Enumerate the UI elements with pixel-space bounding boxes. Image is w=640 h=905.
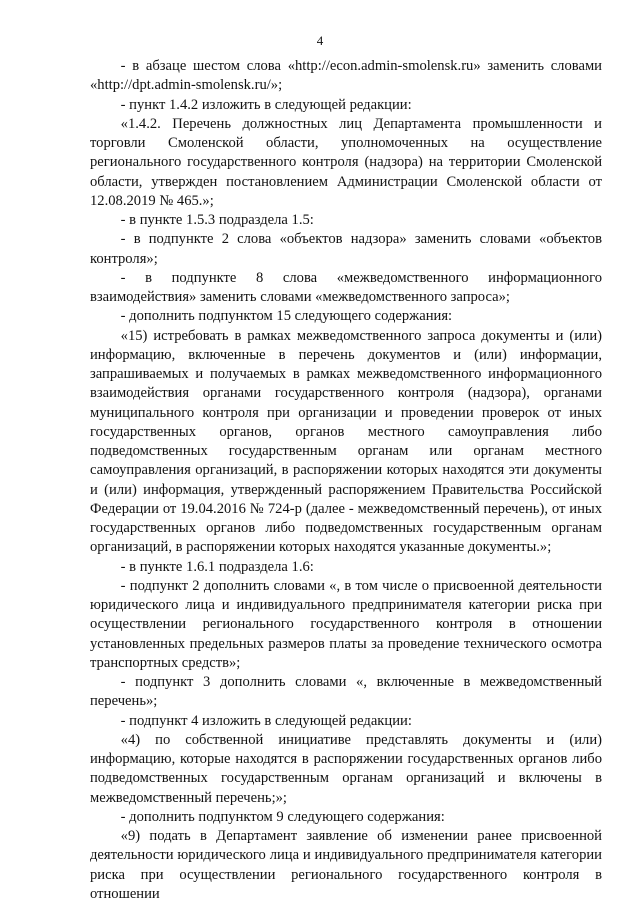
document-body (90, 57, 602, 904)
paragraph: - в подпункте 2 слова «объектов надзора» заменить словами «объектов контроля»; (90, 231, 602, 267)
paragraph: - дополнить подпунктом 9 следующего содержания: (120, 808, 445, 825)
page-number: 4 (316, 33, 324, 48)
paragraph: - в абзаце шестом слова «http://econ.admin-smolensk.ru» заменить словами «http://dpt.admin-smolensk.ru/»; (90, 58, 602, 94)
paragraph: - в подпункте 8 слова «межведомственного информационного взаимодействия» заменить словами «межведомственного запроса»; (90, 269, 602, 305)
paragraph: - подпункт 2 дополнить словами «, в том числе о присвоенной деятельности юридического лица и индивидуального предпринимателя категории риска при осуществлении регионального государственного контроля в отношении установленных предельных размеров платы за проведение технического осмотра транспортных средств»; (90, 577, 602, 671)
paragraph: «4) по собственной инициативе представлять документы и (или) информацию, которые находятся в распоряжении государственных органов либо подведомственных государственным органам организаций и включены в межведомственный перечень;»; (90, 731, 602, 806)
paragraph: «1.4.2. Перечень должностных лиц Департамента промышленности и торговли Смоленской области, уполномоченных на осуществление регионального государственного контроля (надзора) на территории Смоленской области, утвержден постановлением Администрации Смоленской области от 12.08.2019 № 465.»; (90, 115, 602, 209)
paragraph: - подпункт 3 дополнить словами «, включенные в межведомственный перечень»; (90, 674, 602, 710)
paragraph: «15) истребовать в рамках межведомственного запроса документы и (или) информацию, включенные в перечень документов и (или) информации, запрашиваемых и получаемых в рамках межведомственного информационного взаимодействия органами государственного контроля (надзора), органами муниципального контроля при организации и проведении проверок от иных государственных органов, органов местного самоуправления либо подведомственных государственным органам или органам местного самоуправления организаций, в распоряжении которых находятся эти документы и (или) информация, утвержденный распоряжением Правительства Российской Федерации от 19.04.2016 № 724-р (далее - межведомственный перечень), от иных государственных органов либо подведомственных государственным органам организаций, в распоряжении которых находятся указанные документы.»; (90, 327, 602, 556)
paragraph: «9) подать в Департамент заявление об изменении ранее присвоенной деятельности юридического лица и индивидуального предпринимателя категории риска при осуществлении регионального государственного контроля в отношении (90, 828, 602, 902)
paragraph: - в пункте 1.6.1 подраздела 1.6: (120, 558, 314, 575)
paragraph: - в пункте 1.5.3 подраздела 1.5: (120, 212, 314, 228)
paragraph: - пункт 1.4.2 изложить в следующей редакции: (120, 96, 412, 113)
paragraph: - подпункт 4 изложить в следующей редакции: (120, 712, 412, 729)
paragraph: - дополнить подпунктом 15 следующего содержания: (120, 308, 453, 325)
